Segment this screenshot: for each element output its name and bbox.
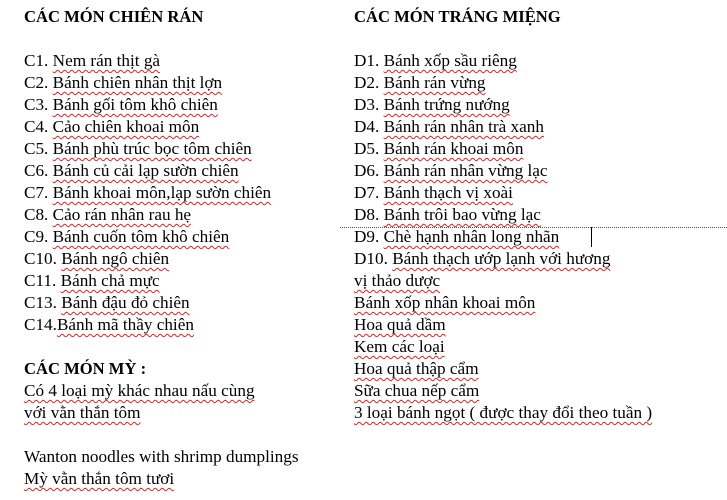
dessert-extra-item[interactable]: Sữa chua nếp cẩm (354, 381, 480, 400)
dessert-section-title[interactable]: CÁC MÓN TRÁNG MIỆNG (354, 7, 561, 26)
item-name: Bánh xốp sầu riêng (383, 51, 517, 70)
fried-dish-item[interactable] (24, 182, 344, 204)
text-cursor (591, 227, 592, 247)
item-name: Bánh cuốn tôm khô chiên (52, 227, 230, 246)
item-code: D3. (354, 95, 380, 114)
item-name: Bánh chả mực (60, 271, 160, 290)
item-name: Chè hạnh nhân long nhãn (383, 227, 560, 246)
item-name: Bánh đậu đỏ chiên (61, 293, 190, 312)
fried-dish-item[interactable] (24, 138, 344, 160)
fried-dish-item[interactable] (24, 116, 344, 138)
noodles-section-title[interactable]: CÁC MÓN MỲ : (24, 359, 147, 378)
fried-dish-item[interactable] (24, 248, 344, 270)
blank-line[interactable] (24, 336, 344, 358)
dessert-item[interactable] (354, 138, 726, 160)
item-name: Bánh gối tôm khô chiên (52, 95, 218, 114)
item-name: Cảo rán nhân rau hẹ (52, 205, 192, 224)
item-name: Cảo chiên khoai môn (52, 117, 200, 136)
fried-dish-item[interactable] (24, 72, 344, 94)
dessert-extra-item[interactable]: 3 loại bánh ngọt ( được thay đổi theo tuần ) (354, 403, 653, 422)
blank-line[interactable] (354, 28, 726, 50)
item-name: Bánh củ cải lạp sườn chiên (52, 161, 239, 180)
item-name: Bánh mã thầy chiên (56, 315, 194, 334)
dessert-item[interactable] (354, 94, 726, 116)
dessert-extra-item[interactable]: Hoa quả thập cẩm (354, 359, 479, 378)
noodles-description-line-2[interactable]: với vằn thắn tôm (24, 403, 141, 422)
fried-dish-item[interactable] (24, 292, 344, 314)
item-code: C4. (24, 117, 49, 136)
item-code: D10. (354, 249, 388, 268)
item-code: D6. (354, 161, 380, 180)
item-code: D2. (354, 73, 380, 92)
dessert-extra-item[interactable]: Bánh xốp nhân khoai môn (354, 293, 536, 312)
fried-dish-item[interactable] (24, 314, 344, 336)
dessert-item[interactable] (354, 50, 726, 72)
dessert-extra-item[interactable]: Hoa quả dầm (354, 315, 446, 334)
item-code: D5. (354, 139, 380, 158)
item-name: Bánh thạch vị xoài (383, 183, 513, 202)
noodles-description-line-1[interactable]: Có 4 loại mỳ khác nhau nấu cùng (24, 381, 255, 400)
dessert-extras-list (354, 292, 726, 424)
item-code: C7. (24, 183, 49, 202)
item-name: Bánh rán nhân vừng lạc (383, 161, 548, 180)
item-code: D7. (354, 183, 380, 202)
dessert-item[interactable] (354, 248, 726, 270)
item-code: C3. (24, 95, 49, 114)
blank-line[interactable] (24, 28, 344, 50)
dessert-list (354, 50, 726, 270)
dessert-extra-item[interactable]: Kem các loại (354, 337, 445, 356)
dessert-item[interactable] (354, 116, 726, 138)
item-code: C6. (24, 161, 49, 180)
blank-line[interactable] (24, 424, 344, 446)
fried-dish-item[interactable] (24, 160, 344, 182)
item-name: Bánh rán vừng (383, 73, 486, 92)
text-boundary-rule (340, 227, 727, 228)
fried-dish-item[interactable] (24, 270, 344, 292)
fried-dish-list (24, 50, 344, 336)
item-name: Bánh trôi bao vừng lạc (383, 205, 541, 224)
fried-dish-item[interactable] (24, 204, 344, 226)
item-code: C9. (24, 227, 49, 246)
dessert-item[interactable] (354, 72, 726, 94)
item-name: Bánh chiên nhân thịt lợn (52, 73, 223, 92)
item-code: C2. (24, 73, 49, 92)
item-code: C14. (24, 315, 57, 334)
dessert-item[interactable] (354, 182, 726, 204)
dessert-item[interactable] (354, 226, 726, 248)
item-name: Bánh thạch ướp lạnh với hương (392, 249, 611, 268)
item-code: D9. (354, 227, 380, 246)
fried-dish-item[interactable] (24, 226, 344, 248)
item-code: D8. (354, 205, 380, 224)
left-column (24, 6, 344, 490)
fried-section-title[interactable]: CÁC MÓN CHIÊN RÁN (24, 7, 204, 26)
item-name: Bánh phù trúc bọc tôm chiên (52, 139, 252, 158)
item-name: Bánh khoai môn,lạp sườn chiên (52, 183, 272, 202)
item-code: D4. (354, 117, 380, 136)
noodles-vietnamese-name[interactable]: Mỳ vằn thắn tôm tươi (24, 469, 175, 488)
item-code: C5. (24, 139, 49, 158)
item-code: C8. (24, 205, 49, 224)
dessert-item-continuation[interactable]: vị thảo dược (354, 271, 441, 290)
item-code: C13. (24, 293, 57, 312)
item-name: Bánh rán nhân trà xanh (383, 117, 544, 136)
fried-dish-item[interactable] (24, 50, 344, 72)
right-column (354, 6, 726, 424)
fried-dish-item[interactable] (24, 94, 344, 116)
item-code: C1. (24, 51, 49, 70)
dessert-item[interactable] (354, 160, 726, 182)
item-code: D1. (354, 51, 380, 70)
noodles-english-name[interactable]: Wanton noodles with shrimp dumplings (24, 447, 299, 466)
item-name: Nem rán thịt gà (52, 51, 161, 70)
item-code: C10. (24, 249, 57, 268)
dessert-item[interactable] (354, 204, 726, 226)
item-name: Bánh trứng nướng (383, 95, 510, 114)
item-name: Bánh ngô chiên (61, 249, 170, 268)
item-code: C11. (24, 271, 57, 290)
item-name: Bánh rán khoai môn (383, 139, 524, 158)
